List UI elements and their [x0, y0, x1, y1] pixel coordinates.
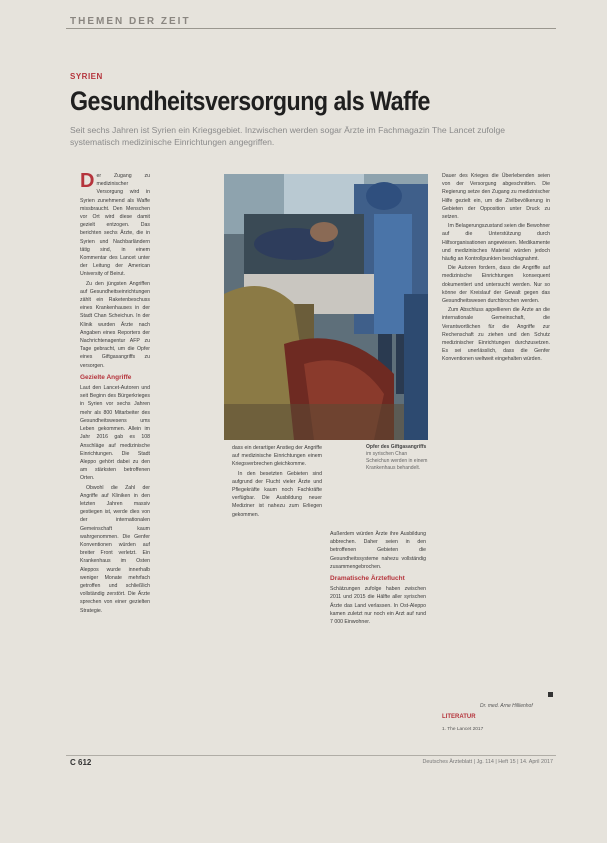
hospital-photo-illustration — [224, 174, 428, 440]
body-paragraph: Außerdem würden Ärzte ihre Ausbildung abbrechen. Daher seien in den betroffenen Gebieten die Gesundheitssysteme nahezu vollständig zusammengebrochen. — [330, 531, 426, 570]
article-column-left — [80, 172, 150, 616]
end-mark — [548, 692, 553, 697]
body-paragraph: In den besetzten Gebieten sind aufgrund der Flucht vieler Ärzte und Pflegekräfte kaum noch Fachkräfte verfügbar. Die Ausbildung neuer Mediziner ist nahezu zum Erliegen gekommen. — [232, 470, 322, 518]
intro-paragraph — [80, 172, 150, 279]
article-headline: Gesundheitsversorgung als Waffe — [70, 86, 430, 116]
body-paragraph: Im Belagerungszustand seien die Bewohner auf die Unterstützung durch Hilfsorganisationen angewiesen. Medikamente und medizinisches Material würden jedoch häufig an Kontrollpunkten beschlagnahmt. — [442, 223, 550, 263]
body-paragraph: Schätzungen zufolge haben zwischen 2011 und 2015 die Hälfte aller syrischen Ärzte das Land verlassen. In Ost-Aleppo kamen zuletzt nur noch ein Arzt auf rund 7 000 Einwohner. — [330, 586, 426, 626]
body-paragraph: Obwohl die Zahl der Angriffe auf Kliniken in den letzten Jahren massiv gestiegen ist, werde dies von der internationalen Gemeinschaft kaum wahrgenommen. Die Genfer Konventionen würden auf breiter Front verletzt. Ein Krankenhaus im Osten Aleppos wurde innerhalb weniger Monate mehrfach getroffen und schließlich vollständig zerstört. Die Ärzte sprechen von einer gezielten Strategie. — [80, 484, 150, 614]
intro-text: er Zugang zu medizinischer Versorgung wird in Syrien zunehmend als Waffe missbraucht. Den Menschen vor Ort wird diese damit gezielt entzogen. Das berichten sechs Ärzte, die in Syrien und Nachbarländern tätig sind, in einem Kommentar des Lancet unter der Leitung der American University of Beirut. — [80, 173, 150, 278]
footer-rule — [66, 755, 556, 756]
drop-cap: D — [80, 170, 95, 192]
body-paragraph: Dauer des Krieges die Überlebenden seien von der Versorgung abgeschnitten. Die Regierung setze den Zugang zu medizinischer Hilfe gezielt ein, um die Zivilbevölkerung in Gebieten der Opposition unter Druck zu setzen. — [442, 173, 550, 221]
body-paragraph: Die Autoren fordern, dass die Angriffe auf medizinische Einrichtungen konsequent dokumentiert und untersucht werden. Nur so könne der Kreislauf der Gewalt gegen das Gesundheitswesen durchbrochen werden. — [442, 265, 550, 305]
caption-title: Opfer des Giftgasangriffs — [366, 444, 427, 450]
section-heading-gezielte-angriffe: Gezielte Angriffe — [80, 373, 132, 381]
caption-text: im syrischen Chan Scheichun werden in einem Krankenhaus behandelt. — [366, 451, 428, 471]
body-paragraph: Zum Abschluss appellieren die Ärzte an die internationale Gemeinschaft, die Verantwortlichen für die Angriffe zur Rechenschaft zu ziehen und den Schutz medizinischer Einrichtungen durchzusetzen. Es sei unerlässlich, dass die Genfer Konventionen weltweit eingehalten würden. — [442, 307, 550, 363]
article-column-mid — [232, 444, 322, 520]
running-head: THEMEN DER ZEIT — [70, 16, 191, 27]
literature-item: 1. The Lancet 2017 — [442, 727, 484, 732]
article-column-mid2 — [330, 530, 426, 627]
body-paragraph: Laut den Lancet-Autoren und seit Beginn des Bürgerkrieges in Syrien vor sechs Jahren mehr als 800 Mitarbeiter des Gesundheitswesens ums Leben gekommen. Allein im Jahr 2016 gab es 108 Anschläge auf medizinische Einrichtungen. Die Stadt Aleppo gehört dabei zu den am stärksten betroffenen Orten. — [80, 385, 150, 482]
body-paragraph: Zu den jüngsten Angriffen auf Gesundheitseinrichtungen zählt ein Raketenbeschuss eines Krankenhauses in der Stadt Chan Scheichun. In der Klinik wurden Ärzte nach Angaben eines Reporters der Nachrichtenagentur AFP zu Tage gebracht, um die Opfer eines Giftgasangriffs zu versorgen. — [80, 280, 150, 369]
literature-heading: LITERATUR — [442, 714, 476, 720]
header-rule — [66, 28, 556, 29]
page-number: C 612 — [70, 758, 92, 767]
section-heading-aerzteflucht: Dramatische Ärzteflucht — [330, 575, 405, 583]
article-photo — [224, 174, 428, 440]
body-paragraph: dass ein derartiger Anstieg der Angriffe auf medizinische Einrichtungen einem Kriegsverbrechen gleichkomme. — [232, 445, 322, 468]
section-kicker: SYRIEN — [70, 72, 103, 81]
footer-source: Deutsches Ärzteblatt | Jg. 114 | Heft 15 | 14. April 2017 — [422, 759, 553, 765]
author-signature: Dr. med. Arne Hillienhof — [480, 703, 533, 709]
article-subhead: Seit sechs Jahren ist Syrien ein Kriegsgebiet. Inzwischen werden sogar Ärzte im Fachmagazin The Lancet zufolge systematisch medizinische Einrichtungen angegriffen. — [70, 125, 506, 147]
article-column-right — [442, 172, 550, 365]
photo-caption — [366, 444, 428, 472]
